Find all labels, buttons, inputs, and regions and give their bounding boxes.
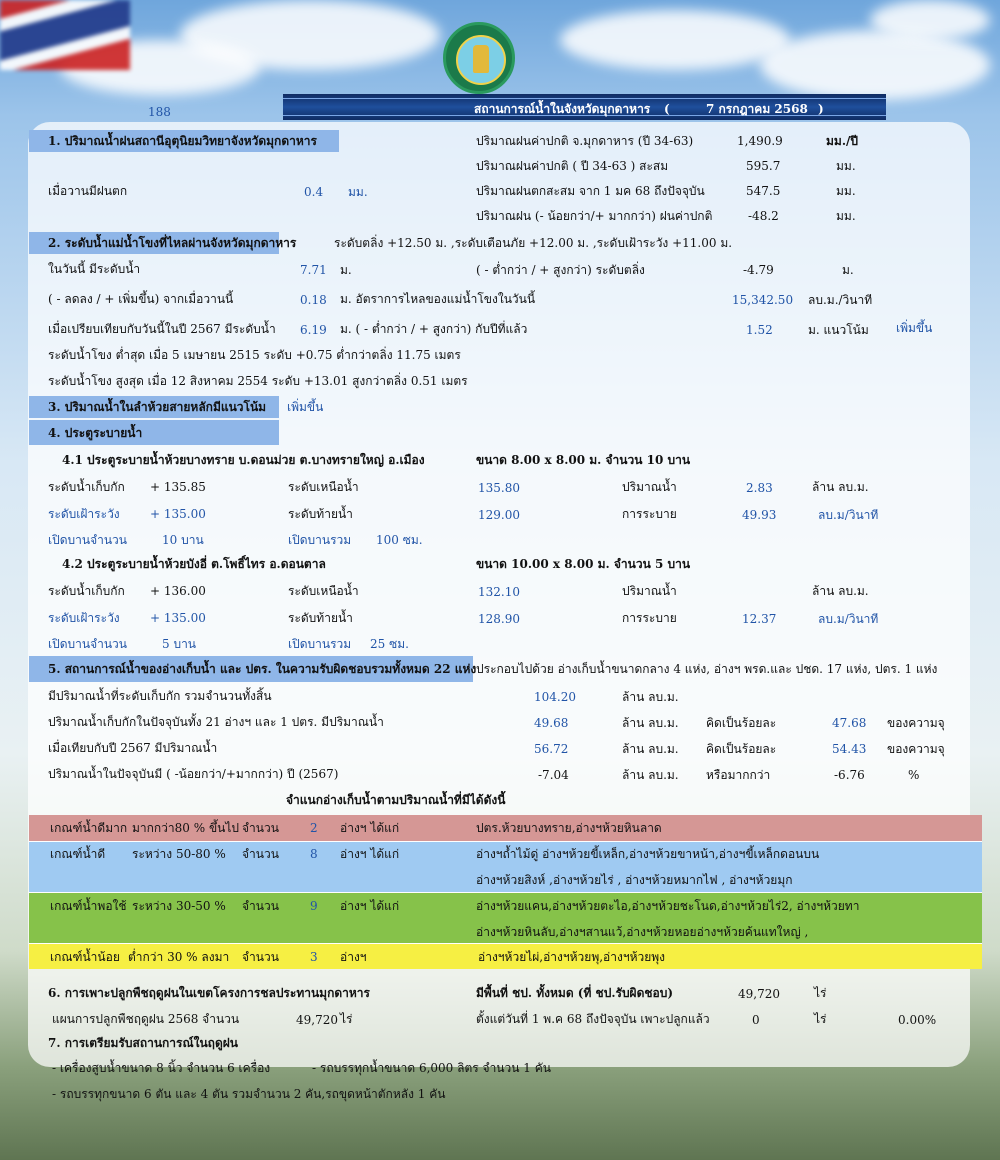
- class-very-good-list: ปตร.ห้วยบางทราย,อ่างฯห้วยหินลาด: [476, 821, 662, 835]
- lastyear-percent-label: คิดเป็นร้อยละ: [706, 742, 777, 756]
- rain-accum-value: 547.5: [746, 184, 781, 198]
- current-storage-value: 49.68: [534, 716, 569, 730]
- class-fair-count: 9: [310, 899, 318, 913]
- class-good-list-label: อ่างฯ ได้แก่: [340, 847, 400, 861]
- mekong-min-record: ระดับน้ำโขง ต่ำสุด เมื่อ 5 เมษายน 2515 ระดับ +0.75 ต่ำกว่าตลิ่ง 11.75 เมตร: [48, 348, 461, 362]
- crop-plan-unit: ไร่: [340, 1012, 353, 1026]
- gate2-total-value: 25 ซม.: [370, 637, 409, 651]
- mekong-compare-label: ม. ( - ต่ำกว่า / + สูงกว่า) กับปีที่แล้ว: [340, 322, 528, 336]
- gate2-watch-label: ระดับเฝ้าระวัง: [48, 611, 120, 625]
- mekong-today-unit: ม.: [340, 263, 352, 277]
- class-good-name: เกณฑ์น้ำดี: [50, 847, 106, 861]
- storage-diff-percent: -6.76: [834, 768, 865, 782]
- gate1-open-label: เปิดบานจำนวน: [48, 533, 127, 547]
- storage-diff-percent-unit: %: [908, 768, 920, 782]
- gate1-downstream-label: ระดับท้ายน้ำ: [288, 507, 353, 521]
- class-good-count-label: จำนวน: [242, 847, 279, 861]
- rain-normal-cum-unit: มม.: [836, 159, 856, 173]
- section6-heading: 6. การเพาะปลูกพืชฤดูฝนในเขตโครงการชลประทานมุกดาหาร: [48, 986, 370, 1000]
- prep-water-truck: - รถบรรทุกน้ำขนาด 6,000 ลิตร จำนวน 1 คัน: [312, 1061, 551, 1075]
- rain-normal-cum-value: 595.7: [746, 159, 781, 173]
- class-low-list-label: อ่างฯ: [340, 950, 367, 964]
- gate1-release-value: 49.93: [742, 508, 777, 522]
- rain-normal-label: ปริมาณฝนค่าปกติ จ.มุกดาหาร (ปี 34-63): [476, 134, 694, 148]
- rain-normal-unit: มม./ปี: [826, 134, 858, 148]
- class-good-list-line1: อ่างฯถ้ำไม้ดู่ อ่างฯห้วยขี้เหล็ก,อ่างฯห้วยขาหน้า,อ่างฯขี้เหล็กดอนบน: [476, 847, 820, 861]
- mekong-trend-value: เพิ่มขึ้น: [896, 321, 933, 335]
- class-low-name: เกณฑ์น้ำน้อย: [50, 950, 120, 964]
- gate2-watch-value: + 135.00: [150, 611, 206, 625]
- gate1-volume-unit: ล้าน ลบ.ม.: [812, 480, 869, 494]
- capacity-value: 104.20: [534, 690, 576, 704]
- class-fair-range: ระหว่าง 30-50 %: [132, 899, 226, 913]
- mekong-bank-value: -4.79: [743, 263, 774, 277]
- irrigated-area-label: มีพื้นที่ ชป. ทั้งหมด (ที่ ชป.รับผิดชอบ): [476, 986, 674, 1000]
- rain-yesterday-unit: มม.: [348, 185, 368, 199]
- title-paren-open: (: [664, 102, 670, 116]
- lastyear-percent-value: 54.43: [832, 742, 867, 756]
- gate2-open-value: 5 บาน: [162, 637, 197, 651]
- provincial-seal-icon: [443, 22, 515, 94]
- section3-heading: 3. ปริมาณน้ำในลำห้วยสายหลักมีแนวโน้ม: [48, 400, 267, 414]
- current-percent-tail: ของความจุ: [887, 716, 945, 730]
- gate2-release-unit: ลบ.ม/วินาที: [818, 612, 879, 626]
- gate1-title: 4.1 ประตูระบายน้ำห้วยบางทราย บ.ดอนม่วย ต.บางทรายใหญ่ อ.เมือง: [62, 453, 425, 467]
- class-very-good-list-label: อ่างฯ ได้แก่: [340, 821, 400, 835]
- rain-normal-cum-label: ปริมาณฝนค่าปกติ ( ปี 34-63 ) สะสม: [476, 159, 669, 173]
- class-low-count-label: จำนวน: [242, 950, 279, 964]
- storage-diff-more-label: หรือมากกว่า: [706, 768, 771, 782]
- class-fair-list-line1: อ่างฯห้วยแคน,อ่างฯห้วยตะไอ,อ่างฯห้วยชะโนด,อ่างฯห้วยไร่2, อ่างฯห้วยทา: [476, 899, 860, 913]
- class-fair-name: เกณฑ์น้ำพอใช้: [50, 899, 127, 913]
- section4-heading: 4. ประตูระบายน้ำ: [48, 426, 143, 440]
- gate1-release-label: การระบาย: [622, 507, 677, 521]
- gate1-volume-label: ปริมาณน้ำ: [622, 480, 677, 494]
- class-fair-count-label: จำนวน: [242, 899, 279, 913]
- planted-label: ตั้งแต่วันที่ 1 พ.ค 68 ถึงปัจจุบัน เพาะปลูกแล้ว: [476, 1012, 710, 1026]
- rain-yesterday-value: 0.4: [304, 185, 324, 199]
- storage-diff-unit: ล้าน ลบ.ม.: [622, 768, 679, 782]
- mekong-today-value: 7.71: [300, 263, 327, 277]
- irrigated-area-value: 49,720: [738, 987, 780, 1001]
- gate2-volume-label: ปริมาณน้ำ: [622, 584, 677, 598]
- gate1-open-value: 10 บาน: [162, 533, 204, 547]
- class-low-range: ต่ำกว่า 30 % ลงมา: [128, 950, 230, 964]
- section2-heading: 2. ระดับน้ำแม่น้ำโขงที่ไหลผ่านจังหวัดมุกดาหาร: [48, 236, 297, 250]
- class-good-list-line2: อ่างฯห้วยสิงห์ ,อ่างฯห้วยไร่ , อ่างฯห้วยหมากไฟ , อ่างฯห้วยมุก: [476, 873, 793, 887]
- mekong-lastyear-label: เมื่อเปรียบเทียบกับวันนี้ในปี 2567 มีระดับน้ำ: [48, 322, 276, 336]
- gate2-upstream-value: 132.10: [478, 585, 520, 599]
- gate2-downstream-value: 128.90: [478, 612, 520, 626]
- gate2-downstream-label: ระดับท้ายน้ำ: [288, 611, 353, 625]
- class-low-list: อ่างฯห้วยไผ่,อ่างฯห้วยพุ,อ่างฯห้วยพุง: [478, 950, 666, 964]
- class-fair-list-line2: อ่างฯห้วยหินลับ,อ่างฯสานแว้,อ่างฯห้วยหอยอ่างฯห้วยค้นแทใหญ่ ,: [476, 925, 809, 939]
- lastyear-percent-tail: ของความจุ: [887, 742, 945, 756]
- lastyear-storage-unit: ล้าน ลบ.ม.: [622, 742, 679, 756]
- gate2-release-value: 12.37: [742, 612, 777, 626]
- page-counter: 188: [148, 105, 171, 119]
- rain-normal-value: 1,490.9: [737, 134, 783, 148]
- storage-diff-value: -7.04: [538, 768, 569, 782]
- section7-heading: 7. การเตรียมรับสถานการณ์ในฤดูฝน: [48, 1036, 238, 1050]
- page-title: สถานการณ์น้ำในจังหวัดมุกดาหาร: [474, 102, 651, 116]
- mekong-today-label: ในวันนี้ มีระดับน้ำ: [48, 262, 141, 276]
- reservoir-composition: ประกอบไปด้วย อ่างเก็บน้ำขนาดกลาง 4 แห่ง, อ่างฯ พรด.และ ปชด. 17 แห่ง, ปตร. 1 แห่ง: [476, 662, 938, 676]
- mekong-lastyear-value: 6.19: [300, 323, 327, 337]
- gate1-watch-value: + 135.00: [150, 507, 206, 521]
- mekong-bank-unit: ม.: [842, 263, 854, 277]
- mekong-reference-levels: ระดับตลิ่ง +12.50 ม. ,ระดับเตือนภัย +12.00 ม. ,ระดับเฝ้าระวัง +11.00 ม.: [334, 236, 733, 250]
- gate1-upstream-value: 135.80: [478, 481, 520, 495]
- gate2-size: ขนาด 10.00 x 8.00 ม. จำนวน 5 บาน: [476, 557, 691, 571]
- section3-trend: เพิ่มขึ้น: [287, 400, 324, 414]
- gate1-upstream-label: ระดับเหนือน้ำ: [288, 480, 359, 494]
- class-very-good-count: 2: [310, 821, 318, 835]
- class-low-count: 3: [310, 950, 318, 964]
- prep-trucks-backhoe: - รถบรรทุกขนาด 6 ตัน และ 4 ตัน รวมจำนวน 2 คัน,รถขุดหน้าตักหลัง 1 คัน: [52, 1087, 446, 1101]
- mekong-change-label: ( - ลดลง / + เพิ่มขึ้น) จากเมื่อวานนี้: [48, 292, 234, 306]
- mekong-trend-label: ม. แนวโน้ม: [808, 323, 869, 337]
- class-good-range: ระหว่าง 50-80 %: [132, 847, 226, 861]
- mekong-flow-unit: ลบ.ม./วินาที: [808, 293, 873, 307]
- report-date: 7 กรกฎาคม 2568: [706, 102, 808, 116]
- rain-accum-label: ปริมาณฝนตกสะสม จาก 1 มค 68 ถึงปัจจุบัน: [476, 184, 705, 198]
- mekong-max-record: ระดับน้ำโขง สูงสุด เมื่อ 12 สิงหาคม 2554 ระดับ +13.01 สูงกว่าตลิ่ง 0.51 เมตร: [48, 374, 468, 388]
- title-paren-close: ): [818, 102, 824, 116]
- gate2-release-label: การระบาย: [622, 611, 677, 625]
- gate2-store-label: ระดับน้ำเก็บกัก: [48, 584, 125, 598]
- prep-pumps: - เครื่องสูบน้ำขนาด 8 นิ้ว จำนวน 6 เครื่อง: [52, 1061, 271, 1075]
- section1-heading: 1. ปริมาณน้ำฝนสถานีอุตุนิยมวิทยาจังหวัดมุกดาหาร: [48, 134, 317, 148]
- class-good-count: 8: [310, 847, 318, 861]
- capacity-label: มีปริมาณน้ำที่ระดับเก็บกัก รวมจำนวนทั้งสิ้น: [48, 689, 272, 703]
- gate2-title: 4.2 ประตูระบายน้ำห้วยบังอี่ ต.โพธิ์ไทร อ.ดอนตาล: [62, 557, 326, 571]
- crop-plan-label: แผนการปลูกพืชฤดูฝน 2568 จำนวน: [52, 1012, 240, 1026]
- mekong-compare-value: 1.52: [746, 323, 773, 337]
- section5-heading: 5. สถานการณ์น้ำของอ่างเก็บน้ำ และ ปตร. ในความรับผิดชอบรวมทั้งหมด 22 แห่ง: [48, 662, 477, 676]
- gate1-size: ขนาด 8.00 x 8.00 ม. จำนวน 10 บาน: [476, 453, 691, 467]
- planted-percent: 0.00%: [898, 1013, 937, 1027]
- lastyear-storage-label: เมื่อเทียบกับปี 2567 มีปริมาณน้ำ: [48, 741, 218, 755]
- thai-flag-image: [0, 0, 130, 70]
- class-very-good-range: มากกว่า80 % ขึ้นไป: [132, 821, 240, 835]
- mekong-flow-value: 15,342.50: [732, 293, 794, 307]
- gate2-store-value: + 136.00: [150, 584, 206, 598]
- mekong-flow-label: ม. อัตราการไหลของแม่น้ำโขงในวันนี้: [340, 292, 536, 306]
- capacity-unit: ล้าน ลบ.ม.: [622, 690, 679, 704]
- irrigated-area-unit: ไร่: [814, 986, 827, 1000]
- rain-yesterday-label: เมื่อวานมีฝนตก: [48, 184, 128, 198]
- rain-diff-value: -48.2: [748, 209, 779, 223]
- lastyear-storage-value: 56.72: [534, 742, 569, 756]
- rain-diff-label: ปริมาณฝน (- น้อยกว่า/+ มากกว่า) ฝนค่าปกติ: [476, 209, 713, 223]
- mekong-change-value: 0.18: [300, 293, 327, 307]
- gate1-volume-value: 2.83: [746, 481, 773, 495]
- current-storage-label: ปริมาณน้ำเก็บกักในปัจจุบันทั้ง 21 อ่างฯ และ 1 ปตร. มีปริมาณน้ำ: [48, 715, 384, 729]
- gate1-total-value: 100 ซม.: [376, 533, 423, 547]
- rain-accum-unit: มม.: [836, 184, 856, 198]
- rain-diff-unit: มม.: [836, 209, 856, 223]
- gate1-store-value: + 135.85: [150, 480, 206, 494]
- class-fair-list-label: อ่างฯ ได้แก่: [340, 899, 400, 913]
- gate2-upstream-label: ระดับเหนือน้ำ: [288, 584, 359, 598]
- current-percent-value: 47.68: [832, 716, 867, 730]
- gate1-downstream-value: 129.00: [478, 508, 520, 522]
- current-storage-unit: ล้าน ลบ.ม.: [622, 716, 679, 730]
- crop-plan-value: 49,720: [296, 1013, 338, 1027]
- classification-title: จำแนกอ่างเก็บน้ำตามปริมาณน้ำที่มีได้ดังนี้: [286, 793, 506, 807]
- class-very-good-name: เกณฑ์น้ำดีมาก: [50, 821, 128, 835]
- class-very-good-count-label: จำนวน: [242, 821, 279, 835]
- current-percent-label: คิดเป็นร้อยละ: [706, 716, 777, 730]
- gate1-watch-label: ระดับเฝ้าระวัง: [48, 507, 120, 521]
- storage-diff-label: ปริมาณน้ำในปัจจุบันมี ( -น้อยกว่า/+มากกว่า) ปี (2567): [48, 767, 339, 781]
- planted-unit: ไร่: [814, 1012, 827, 1026]
- gate1-release-unit: ลบ.ม/วินาที: [818, 508, 879, 522]
- gate2-total-label: เปิดบานรวม: [288, 637, 352, 651]
- gate1-total-label: เปิดบานรวม: [288, 533, 352, 547]
- mekong-bank-label: ( - ต่ำกว่า / + สูงกว่า) ระดับตลิ่ง: [476, 263, 645, 277]
- planted-value: 0: [752, 1013, 760, 1027]
- gate2-open-label: เปิดบานจำนวน: [48, 637, 127, 651]
- gate1-store-label: ระดับน้ำเก็บกัก: [48, 480, 125, 494]
- gate2-volume-unit: ล้าน ลบ.ม.: [812, 584, 869, 598]
